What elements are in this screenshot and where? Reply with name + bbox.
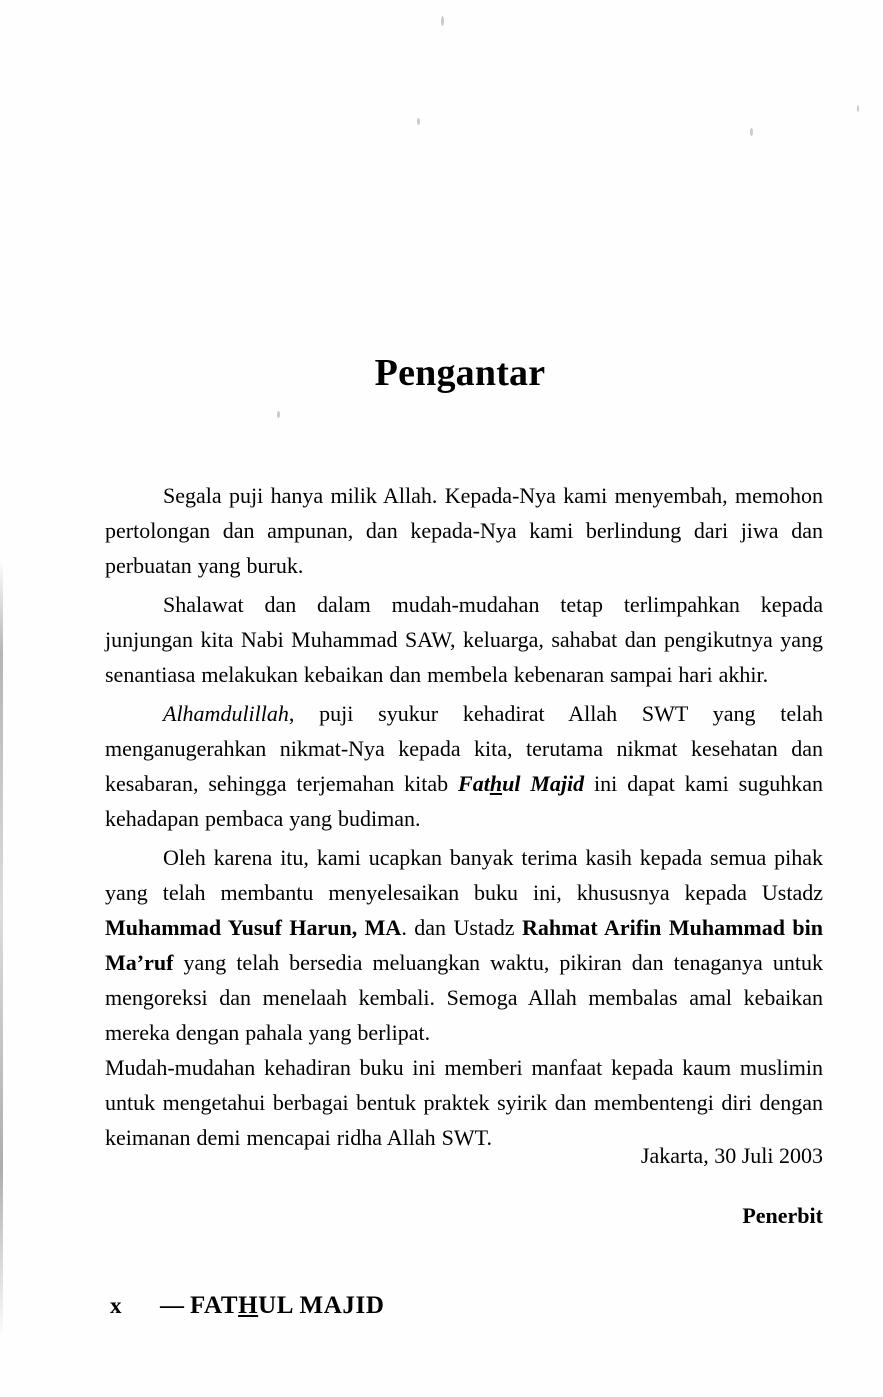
text-run: Oleh karena itu, kami ucapkan banyak terima kasih kepada semua pihak yang telah membantu menyelesaikan buku ini, khususnya kepada Ustadz	[105, 845, 823, 905]
scan-speck	[857, 105, 859, 112]
footer-book-title-part2: UL MAJID	[258, 1292, 385, 1319]
text-run-italic: Alhamdulillah	[163, 701, 289, 726]
text-run: Segala puji hanya milik Allah. Kepada-Nya kami menyembah, memohon pertolongan dan ampunan, dan kepada-Nya kami berlindung dari jiwa dan perbuatan yang buruk.	[105, 483, 823, 578]
person-name-1: Muhammad Yusuf Harun, MA	[105, 915, 402, 940]
page-footer	[110, 1292, 384, 1320]
text-run: Mudah-mudahan kehadiran buku ini memberi manfaat kepada kaum muslimin untuk mengetahui berbagai bentuk praktek syirik dan membentengi diri dengan keimanan demi mencapai ridha Allah SWT.	[105, 1055, 823, 1150]
page-title: Pengantar	[374, 352, 546, 395]
footer-book-title-part1: FAT	[190, 1292, 239, 1319]
paragraph-2	[105, 587, 823, 692]
footer-dash-separator: —	[160, 1293, 184, 1319]
paragraph-4	[105, 840, 823, 1050]
book-title-run: ul Majid	[502, 771, 585, 796]
scan-speck	[750, 128, 753, 136]
footer-book-title	[190, 1292, 384, 1320]
text-run: ini dapat kami suguhkan kehadapan pembaca yang budiman.	[105, 771, 823, 831]
scan-speck	[277, 411, 280, 418]
paragraph-1	[105, 478, 823, 583]
text-run: , puji syukur kehadirat Allah SWT yang telah menganugerahkan nikmat-Nya kepada kita, terutama nikmat kesehatan dan kesabaran, sehingga terjemahan kitab	[105, 701, 823, 796]
page-number: x	[110, 1293, 122, 1318]
paragraph-3	[105, 696, 823, 836]
footer-book-title-underlined: H	[238, 1292, 259, 1319]
scan-speck	[441, 16, 444, 26]
text-run: Shalawat dan dalam mudah-mudahan tetap terlimpahkan kepada junjungan kita Nabi Muhammad SAW, keluarga, sahabat dan pengikutnya yang senantiasa melakukan kebaikan dan membela kebenaran sampai hari akhir.	[105, 592, 823, 687]
text-run: . dan Ustadz	[401, 915, 522, 940]
person-name-2: Rahmat Arifin Muhammad bin Ma’ruf	[105, 915, 823, 975]
book-title-run: Fat	[458, 771, 490, 796]
text-run: yang telah bersedia meluangkan waktu, pikiran dan tenaganya untuk mengoreksi dan menelaah kembali. Semoga Allah membalas amal kebaikan mereka dengan pahala yang berlipat.	[105, 950, 823, 1045]
scan-edge-bleed	[0, 560, 3, 1340]
scan-speck	[417, 118, 420, 125]
signature-signed-by: Penerbit	[742, 1203, 823, 1228]
signature-place-date: Jakarta, 30 Juli 2003	[640, 1143, 823, 1168]
book-title-run-underlined: h	[489, 771, 503, 796]
body-text-column	[105, 478, 823, 1159]
